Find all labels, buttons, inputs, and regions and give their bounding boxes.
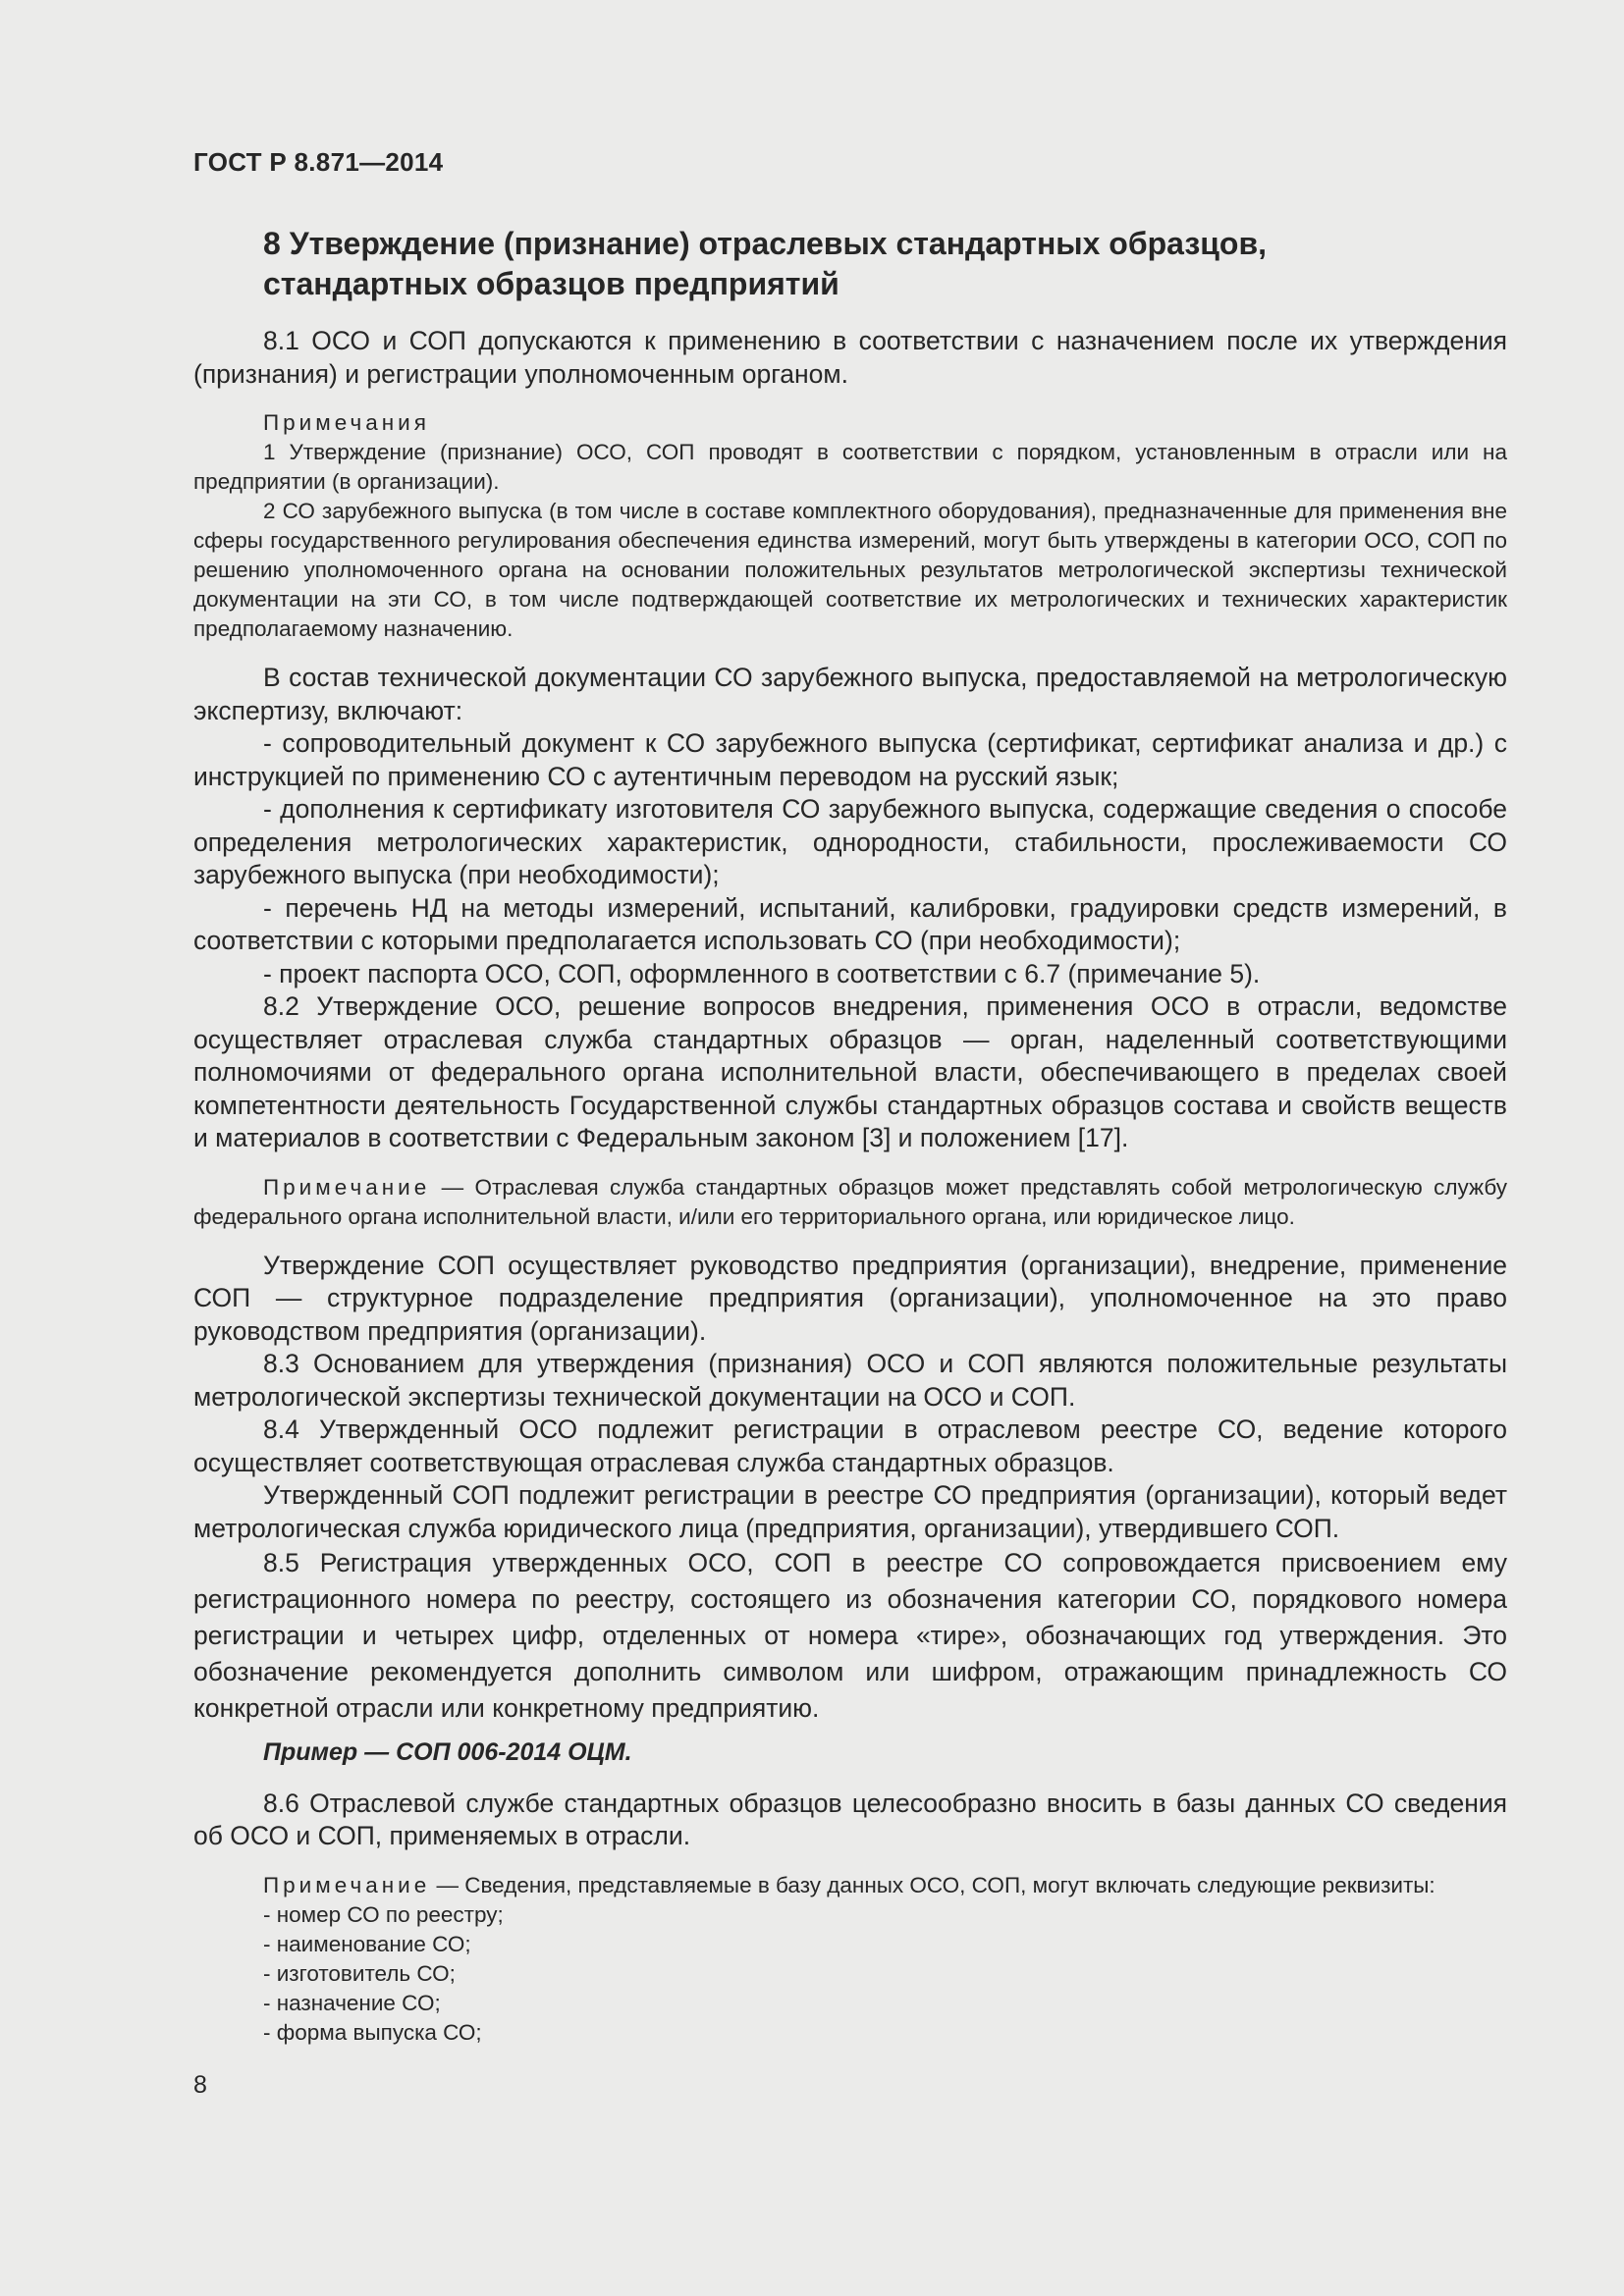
clause-8-2: 8.2 Утверждение ОСО, решение вопросов внедрения, применения ОСО в отрасли, ведомстве осуществляет отраслевая служба стандартных образцов — орган, наделенный соответствующими полномочиями от федерального органа исполнительной власти, обеспечивающего в пределах своей компетентности деятельность Государственной службы стандартных образцов состава и свойств веществ и материалов в соответствии с Федеральным законом [3] и положением [17]. (193, 991, 1507, 1152)
note-1: 1 Утверждение (признание) ОСО, СОП проводят в соответствии с порядком, установленным в отрасли или на предприятии (в организации). (193, 440, 1507, 494)
list-item: - проект паспорта ОСО, СОП, оформленного в соответствии с 6.7 (примечание 5). (263, 958, 1261, 988)
list-item: - перечень НД на методы измерений, испытаний, калибровки, градуировки средств измерений, в соответствии с которыми предполагается использовать СО (при необходимости); (193, 892, 1507, 955)
note-text: — Сведения, представляемые в базу данных ОСО, СОП, могут включать следующие реквизиты: (430, 1872, 1435, 1897)
clause-8-5: 8.5 Регистрация утвержденных ОСО, СОП в реестре СО сопровождается присвоением ему регистрационного номера по реестру, состоящего из обозначения категории СО, порядкового номера регистрации и четырех цифр, отделенных от номера «тире», обозначающих год утверждения. Это обозначение рекомендуется дополнить символом или шифром, отражающим принадлежность СО конкретной отрасли или конкретному предприятию. (193, 1548, 1507, 1723)
tech-doc-intro: В состав технической документации СО зарубежного выпуска, предоставляемой на метрологическую экспертизу, включают: (193, 663, 1507, 725)
section-title-line2: стандартных образцов предприятий (263, 266, 839, 301)
list-item: - наименование СО; (263, 1931, 471, 1956)
page-number: 8 (193, 2071, 207, 2099)
clause-8-3: 8.3 Основанием для утверждения (признания) ОСО и СОП являются положительные результаты метрологической экспертизы технической документации на ОСО и СОП. (193, 1349, 1507, 1412)
section-title (263, 224, 1392, 304)
list-item: - изготовитель СО; (263, 1960, 456, 1986)
body-text (193, 325, 1507, 2048)
notes-heading: Примечания (263, 410, 430, 435)
clause-8-1: 8.1 ОСО и СОП допускаются к применению в соответствии с назначением после их утверждения (признания) и регистрации уполномоченным органом. (193, 326, 1507, 389)
example: Пример — СОП 006-2014 ОЦМ. (263, 1738, 632, 1766)
list-item: - сопроводительный документ к СО зарубежного выпуска (сертификат, сертификат анализа и др.) с инструкцией по применению СО с аутентичным переводом на русский язык; (193, 728, 1507, 791)
clause-8-4: 8.4 Утвержденный ОСО подлежит регистрации в отраслевом реестре СО, ведение которого осуществляет соответствующая отраслевая служба стандартных образцов. (193, 1415, 1507, 1477)
sop-registration: Утвержденный СОП подлежит регистрации в реестре СО предприятия (организации), который ведет метрологическая служба юридического лица (предприятия, организации), утвердившего СОП. (193, 1480, 1507, 1543)
standard-code: ГОСТ Р 8.871—2014 (193, 147, 444, 177)
note-8-6 (193, 1871, 1507, 1900)
list-item: - форма выпуска СО; (263, 2019, 482, 2045)
section-title-line1: 8 Утверждение (признание) отраслевых стандартных образцов, (263, 226, 1268, 261)
note-text: — Отраслевая служба стандартных образцов может представлять собой метрологическую службу федерального органа исполнительной власти, и/или его территориального органа, или юридическое лицо. (193, 1174, 1507, 1229)
note-2: 2 СО зарубежного выпуска (в том числе в составе комплектного оборудования), предназначенные для применения вне сферы государственного регулирования обеспечения единства измерений, могут быть утверждены в категории ОСО, СОП по решению уполномоченного органа на основании положительных результатов метрологической экспертизы технической документации на эти СО, в том числе подтверждающей соответствие их метрологических и технических характеристик предполагаемому назначению. (193, 499, 1507, 641)
list-item: - дополнения к сертификату изготовителя СО зарубежного выпуска, содержащие сведения о способе определения метрологических характеристик, однородности, стабильности, прослеживаемости СО зарубежного выпуска (при необходимости); (193, 794, 1507, 889)
note-8-2 (193, 1173, 1507, 1232)
note-label: Примечание (263, 1872, 431, 1897)
list-item: - номер СО по реестру; (263, 1901, 504, 1927)
sop-approval: Утверждение СОП осуществляет руководство предприятия (организации), внедрение, применение СОП — структурное подразделение предприятия (организации), уполномоченное на это право руководством предприятия (организации). (193, 1250, 1507, 1346)
clause-8-6: 8.6 Отраслевой службе стандартных образцов целесообразно вносить в базы данных СО сведения об ОСО и СОП, применяемых в отрасли. (193, 1788, 1507, 1850)
list-item: - назначение СО; (263, 1990, 441, 2015)
note-label: Примечание (263, 1174, 431, 1200)
